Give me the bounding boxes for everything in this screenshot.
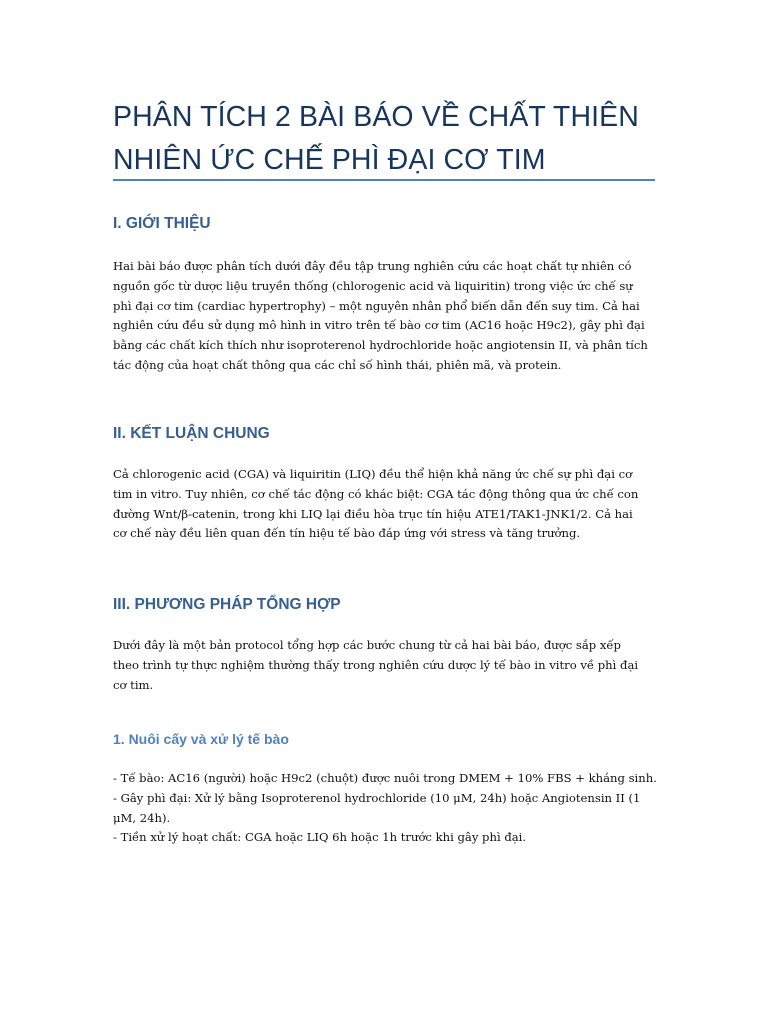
list-item: - Tế bào: AC16 (người) hoặc H9c2 (chuột) được nuôi trong DMEM + 10% FBS + kháng sinh. bbox=[113, 771, 657, 785]
paragraph-line: đường Wnt/β-catenin, trong khi LIQ lại điều hòa trục tín hiệu ATE1/TAK1-JNK1/2. Cả hai bbox=[113, 506, 633, 521]
paragraph-line: Dưới đây là một bản protocol tổng hợp các bước chung từ cả hai bài báo, được sắp xếp bbox=[113, 638, 621, 652]
paragraph-line: cơ tim. bbox=[113, 677, 154, 692]
document-title bbox=[113, 96, 655, 182]
methods-paragraph bbox=[113, 636, 655, 695]
section-heading-conclusion: II. KẾT LUẬN CHUNG bbox=[113, 425, 270, 442]
paragraph-line: tim in vitro. Tuy nhiên, cơ chế tác động có khác biệt: CGA tác động thông qua ức chế con bbox=[113, 486, 639, 501]
title-line: PHÂN TÍCH 2 BÀI BÁO VỀ CHẤT THIÊN bbox=[113, 101, 639, 133]
paragraph-line: phì đại cơ tim (cardiac hypertrophy) – một nguyên nhân phổ biến dẫn đến suy tim. Cả hai bbox=[113, 298, 640, 313]
conclusion-paragraph bbox=[113, 465, 655, 544]
section-heading-introduction: I. GIỚI THIỆU bbox=[113, 215, 211, 232]
paragraph-line: nguồn gốc từ dược liệu truyền thống (chlorogenic acid và liquiritin) trong việc ức chế sự bbox=[113, 278, 633, 293]
title-line: NHIÊN ỨC CHẾ PHÌ ĐẠI CƠ TIM bbox=[113, 144, 546, 176]
list-item: - Tiền xử lý hoạt chất: CGA hoặc LIQ 6h hoặc 1h trước khi gây phì đại. bbox=[113, 830, 527, 845]
paragraph-line: nghiên cứu đều sử dụng mô hình in vitro trên tế bào cơ tim (AC16 hoặc H9c2), gây phì đại bbox=[113, 318, 645, 333]
cell-culture-list bbox=[113, 769, 655, 848]
subsection-heading-cell-culture: 1. Nuôi cấy và xử lý tế bào bbox=[113, 731, 289, 747]
paragraph-line: cơ chế này đều liên quan đến tín hiệu tế bào đáp ứng với stress và tăng trưởng. bbox=[113, 526, 581, 541]
introduction-paragraph bbox=[113, 257, 655, 376]
paragraph-line: Hai bài báo được phân tích dưới đây đều tập trung nghiên cứu các hoạt chất tự nhiên có bbox=[113, 259, 632, 273]
paragraph-line: theo trình tự thực nghiệm thường thấy trong nghiên cứu dược lý tế bào in vitro về phì đại bbox=[113, 657, 639, 672]
paragraph-line: bằng các chất kích thích như isoproterenol hydrochloride hoặc angiotensin II, và phân tích bbox=[113, 338, 648, 353]
paragraph-line: Cả chlorogenic acid (CGA) và liquiritin (LIQ) đều thể hiện khả năng ức chế sự phì đại cơ bbox=[113, 467, 633, 481]
section-heading-methods: III. PHƯƠNG PHÁP TỔNG HỢP bbox=[113, 596, 341, 613]
title-divider bbox=[113, 179, 655, 181]
paragraph-line: tác động của hoạt chất thông qua các chỉ số hình thái, phiên mã, và protein. bbox=[113, 357, 562, 372]
list-item: μM, 24h). bbox=[113, 810, 171, 825]
list-item: - Gây phì đại: Xử lý bằng Isoproterenol hydrochloride (10 μM, 24h) hoặc Angiotensin II (1 bbox=[113, 790, 641, 805]
